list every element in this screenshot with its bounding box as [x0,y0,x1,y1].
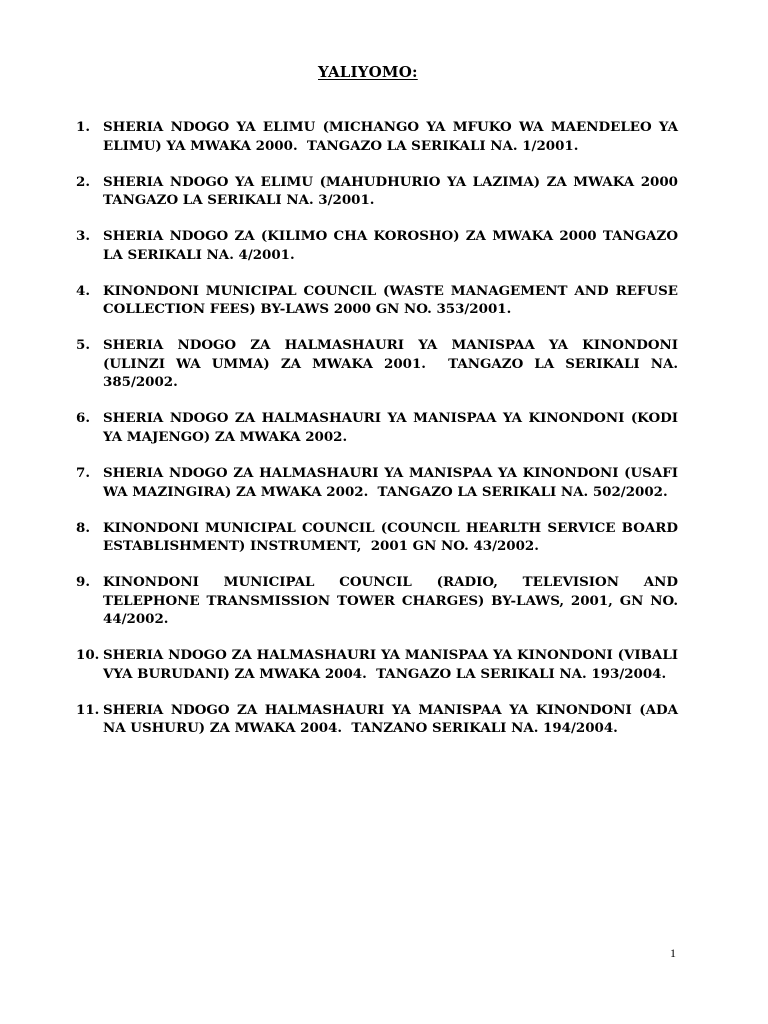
toc-item [76,573,683,629]
toc-item-number: 4. [76,282,90,299]
toc-item-number: 10. [76,647,100,664]
toc-item-number: 6. [76,410,90,427]
toc-item-text: SHERIA NDOGO ZA HALMASHAURI YA MANISPAA YA KINONDONI (USAFI WA MAZINGIRA) ZA MWAKA 2002. TANGAZO LA SERIKALI NA. 502/2002. [103,465,683,500]
toc-item-text: SHERIA NDOGO ZA HALMASHAURI YA MANISPAA YA KINONDONI (ULINZI WA UMMA) ZA MWAKA 2001. TANGAZO LA SERIKALI NA. 385/2002. [103,337,683,391]
toc-item [76,701,683,738]
toc-item-text: SHERIA NDOGO ZA (KILIMO CHA KOROSHO) ZA MWAKA 2000 TANGAZO LA SERIKALI NA. 4/2001. [103,228,683,263]
page-title: YALIYOMO: [318,63,418,81]
toc-item-text: SHERIA NDOGO YA ELIMU (MICHANGO YA MFUKO WA MAENDELEO YA ELIMU) YA MWAKA 2000. TANGAZO LA SERIKALI NA. 1/2001. [103,119,683,154]
toc-item [76,409,683,446]
toc-item [76,173,683,210]
toc-item [76,282,683,319]
toc-item-text: KINONDONI MUNICIPAL COUNCIL (RADIO, TELEVISION AND TELEPHONE TRANSMISSION TOWER CHARGES) BY-LAWS, 2001, GN NO. 44/2002. [103,574,683,628]
toc-item [76,118,683,155]
toc-item [76,646,683,683]
toc-item [76,227,683,264]
toc-item-text: SHERIA NDOGO ZA HALMASHAURI YA MANISPAA YA KINONDONI (KODI YA MAJENGO) ZA MWAKA 2002. [103,410,683,445]
toc-item-number: 1. [76,119,90,135]
toc-item-text: SHERIA NDOGO ZA HALMASHAURI YA MANISPAA YA KINONDONI (VIBALI VYA BURUDANI) ZA MWAKA 2004. TANGAZO LA SERIKALI NA. 193/2004. [103,647,683,682]
toc-item-number: 2. [76,173,90,190]
toc-item-number: 9. [76,574,90,591]
page-number: 1 [670,946,676,960]
table-of-contents [76,118,683,756]
toc-item-text: SHERIA NDOGO ZA HALMASHAURI YA MANISPAA YA KINONDONI (ADA NA USHURU) ZA MWAKA 2004. TANZANO SERIKALI NA. 194/2004. [103,701,683,737]
toc-item-number: 5. [76,337,90,354]
toc-item [76,464,683,501]
toc-item [76,336,683,392]
toc-item-number: 3. [76,228,90,245]
toc-item-text: KINONDONI MUNICIPAL COUNCIL (WASTE MANAGEMENT AND REFUSE COLLECTION FEES) BY-LAWS 2000 GN NO. 353/2001. [103,282,683,318]
toc-item-number: 7. [76,465,90,482]
toc-item [76,519,683,556]
toc-item-number: 8. [76,519,90,536]
toc-item-number: 11. [76,701,100,718]
toc-item-text: SHERIA NDOGO YA ELIMU (MAHUDHURIO YA LAZIMA) ZA MWAKA 2000 TANGAZO LA SERIKALI NA. 3/2001. [103,173,683,209]
toc-item-text: KINONDONI MUNICIPAL COUNCIL (COUNCIL HEARLTH SERVICE BOARD ESTABLISHMENT) INSTRUMENT, 2001 GN NO. 43/2002. [103,519,683,555]
